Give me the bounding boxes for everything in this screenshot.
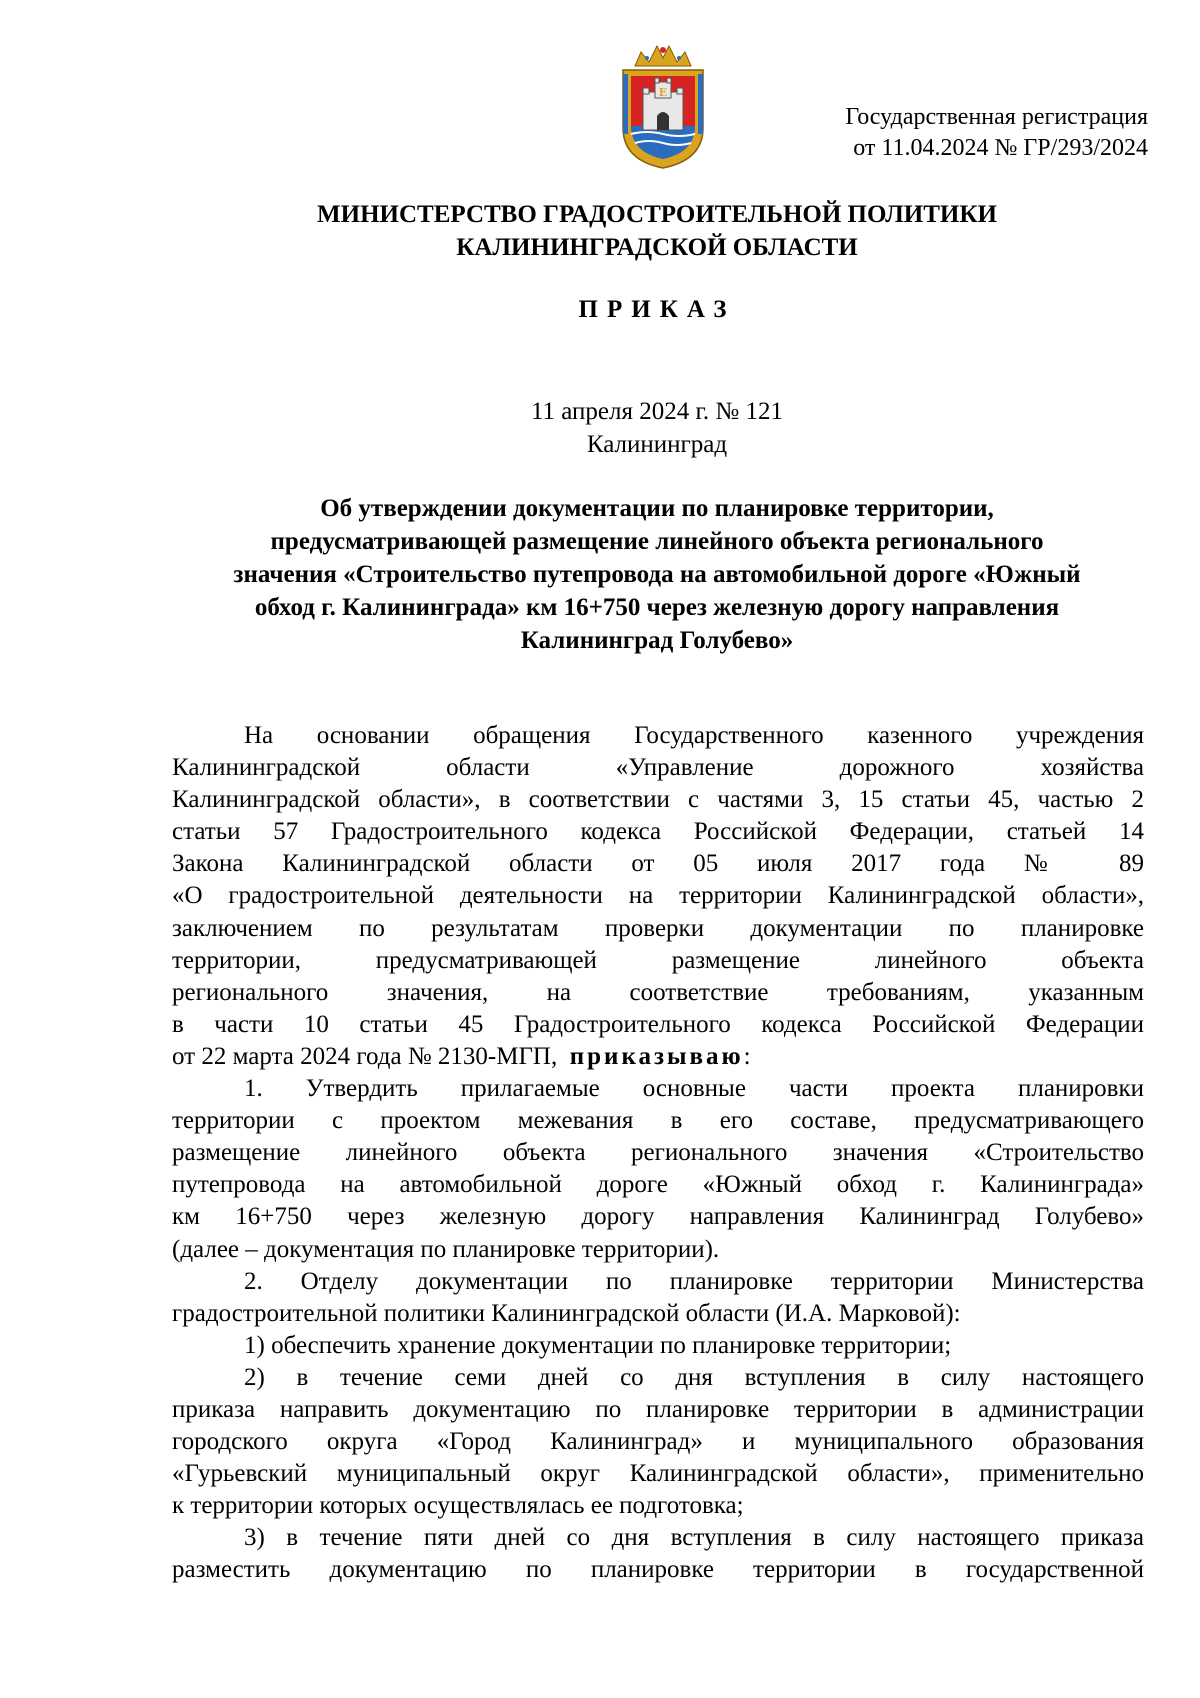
registration-line-2: от 11.04.2024 № ГР/293/2024 bbox=[853, 135, 1148, 161]
order-city: Калининград bbox=[586, 431, 728, 458]
title-line: обход г. Калининграда» км 16+750 через железную дорогу направления bbox=[254, 594, 1060, 621]
registration-line-1: Государственная регистрация bbox=[845, 104, 1148, 130]
body-line: (далее – документация по планировке территории). bbox=[172, 1235, 720, 1263]
body-line: приказа направить документацию по планировке территории в администрации bbox=[172, 1395, 1144, 1423]
body-line: к территории которых осуществлялась ее подготовка; bbox=[172, 1492, 744, 1520]
body-line: от 22 марта 2024 года № 2130-МГП, bbox=[172, 1042, 558, 1070]
title-line: значения «Строительство путепровода на автомобильной дороге «Южный bbox=[233, 561, 1081, 588]
body-line: регионального значения, на соответствие требованиям, указанным bbox=[172, 978, 1144, 1006]
order-body bbox=[172, 720, 1144, 1587]
body-line: территории с проектом межевания в его составе, предусматривающего bbox=[172, 1107, 1144, 1135]
body-line: 2) в течение семи дней со дня вступления в силу настоящего bbox=[244, 1363, 1144, 1391]
order-word: приказываю bbox=[569, 1042, 744, 1070]
body-line: размещение линейного объекта регионального значения «Строительство bbox=[172, 1139, 1144, 1167]
body-line: 2. Отделу документации по планировке территории Министерства bbox=[244, 1267, 1144, 1295]
body-line: городского округа «Город Калининград» и муниципального образования bbox=[172, 1428, 1144, 1456]
body-line: территории, предусматривающей размещение линейного объекта bbox=[172, 946, 1144, 974]
order-date-number: 11 апреля 2024 г. № 121 bbox=[530, 398, 784, 425]
ministry-heading bbox=[0, 198, 1200, 264]
document-type-heading: ПРИКАЗ bbox=[578, 296, 736, 323]
body-line: На основании обращения Государственного казенного учреждения bbox=[244, 722, 1144, 749]
body-line: км 16+750 через железную дорогу направления Калининград Голубево» bbox=[172, 1203, 1144, 1231]
body-line: Закона Калининградской области от 05 июля 2017 года № 89 bbox=[172, 850, 1144, 878]
order-word-suffix: : bbox=[743, 1042, 751, 1070]
body-line: Калининградской области», в соответствии с частями 3, 15 статьи 45, частью 2 bbox=[172, 786, 1144, 814]
title-line: Калининград Голубево» bbox=[520, 627, 794, 654]
title-line: предусматривающей размещение линейного объекта регионального bbox=[270, 528, 1044, 555]
body-line: статьи 57 Градостроительного кодекса Российской Федерации, статьей 14 bbox=[172, 818, 1144, 846]
body-line: разместить документацию по планировке территории в государственной bbox=[172, 1556, 1144, 1584]
body-line: градостроительной политики Калининградской области (И.А. Марковой): bbox=[172, 1299, 961, 1327]
title-line: Об утверждении документации по планировке территории, bbox=[320, 495, 994, 522]
body-line: в части 10 статьи 45 Градостроительного кодекса Российской Федерации bbox=[172, 1010, 1144, 1038]
body-line: путепровода на автомобильной дороге «Южный обход г. Калининграда» bbox=[172, 1171, 1144, 1199]
coat-of-arms-emblem bbox=[617, 44, 709, 170]
body-line: «О градостроительной деятельности на территории Калининградской области», bbox=[172, 882, 1144, 910]
body-line: Калининградской области «Управление дорожного хозяйства bbox=[172, 754, 1144, 782]
body-line: 1. Утвердить прилагаемые основные части проекта планировки bbox=[244, 1075, 1144, 1103]
order-title bbox=[0, 492, 1200, 657]
body-line: 1) обеспечить хранение документации по планировке территории; bbox=[244, 1331, 952, 1359]
ministry-line-2: КАЛИНИНГРАДСКОЙ ОБЛАСТИ bbox=[456, 234, 858, 261]
body-line: 3) в течение пяти дней со дня вступления в силу настоящего приказа bbox=[244, 1524, 1144, 1552]
registration-note bbox=[845, 102, 1148, 164]
ministry-line-1: МИНИСТЕРСТВО ГРАДОСТРОИТЕЛЬНОЙ ПОЛИТИКИ bbox=[317, 201, 997, 228]
coat-of-arms-icon bbox=[617, 44, 709, 170]
body-line: «Гурьевский муниципальный округ Калининградской области», применительно bbox=[172, 1460, 1144, 1488]
svg-text:Е: Е bbox=[658, 86, 668, 99]
order-info bbox=[0, 395, 1200, 461]
body-line-order-word bbox=[172, 1041, 1144, 1073]
body-line: заключением по результатам проверки документации по планировке bbox=[172, 914, 1144, 942]
